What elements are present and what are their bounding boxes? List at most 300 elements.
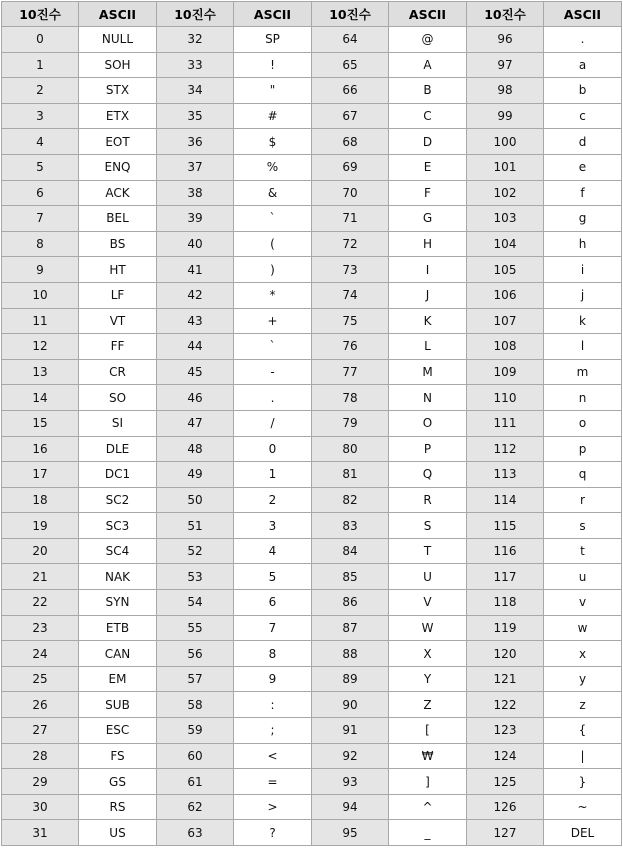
table-row bbox=[2, 180, 622, 206]
header-ascii-3: ASCII bbox=[389, 2, 467, 27]
decimal-cell: 110 bbox=[467, 385, 544, 411]
ascii-cell: I bbox=[389, 257, 467, 283]
table-row bbox=[2, 27, 622, 53]
decimal-cell: 76 bbox=[312, 334, 389, 360]
ascii-cell: E bbox=[389, 154, 467, 180]
decimal-cell: 66 bbox=[312, 78, 389, 104]
decimal-cell: 70 bbox=[312, 180, 389, 206]
ascii-cell: SC4 bbox=[79, 538, 157, 564]
decimal-cell: 85 bbox=[312, 564, 389, 590]
ascii-cell: = bbox=[234, 769, 312, 795]
decimal-cell: 53 bbox=[157, 564, 234, 590]
ascii-cell: SUB bbox=[79, 692, 157, 718]
table-row bbox=[2, 282, 622, 308]
header-ascii-4: ASCII bbox=[544, 2, 622, 27]
decimal-cell: 86 bbox=[312, 590, 389, 616]
ascii-cell: DEL bbox=[544, 820, 622, 846]
ascii-cell: Q bbox=[389, 462, 467, 488]
ascii-cell: ( bbox=[234, 231, 312, 257]
table-row bbox=[2, 692, 622, 718]
decimal-cell: 12 bbox=[2, 334, 79, 360]
ascii-cell: STX bbox=[79, 78, 157, 104]
table-row bbox=[2, 794, 622, 820]
decimal-cell: 39 bbox=[157, 206, 234, 232]
decimal-cell: 103 bbox=[467, 206, 544, 232]
ascii-cell: d bbox=[544, 129, 622, 155]
ascii-cell: s bbox=[544, 513, 622, 539]
table-row bbox=[2, 334, 622, 360]
decimal-cell: 83 bbox=[312, 513, 389, 539]
decimal-cell: 95 bbox=[312, 820, 389, 846]
ascii-table bbox=[1, 1, 622, 846]
decimal-cell: 26 bbox=[2, 692, 79, 718]
ascii-cell: SOH bbox=[79, 52, 157, 78]
decimal-cell: 47 bbox=[157, 410, 234, 436]
table-row bbox=[2, 231, 622, 257]
ascii-cell: ACK bbox=[79, 180, 157, 206]
decimal-cell: 74 bbox=[312, 282, 389, 308]
decimal-cell: 8 bbox=[2, 231, 79, 257]
ascii-cell: " bbox=[234, 78, 312, 104]
header-decimal-3: 10진수 bbox=[312, 2, 389, 27]
table-row bbox=[2, 769, 622, 795]
decimal-cell: 78 bbox=[312, 385, 389, 411]
ascii-cell: O bbox=[389, 410, 467, 436]
ascii-cell: [ bbox=[389, 718, 467, 744]
table-row bbox=[2, 359, 622, 385]
ascii-cell: Z bbox=[389, 692, 467, 718]
ascii-cell: B bbox=[389, 78, 467, 104]
ascii-cell: l bbox=[544, 334, 622, 360]
decimal-cell: 6 bbox=[2, 180, 79, 206]
ascii-cell: y bbox=[544, 666, 622, 692]
ascii-cell: C bbox=[389, 103, 467, 129]
decimal-cell: 3 bbox=[2, 103, 79, 129]
decimal-cell: 40 bbox=[157, 231, 234, 257]
ascii-cell: & bbox=[234, 180, 312, 206]
ascii-cell: L bbox=[389, 334, 467, 360]
decimal-cell: 82 bbox=[312, 487, 389, 513]
ascii-cell: ` bbox=[234, 334, 312, 360]
decimal-cell: 96 bbox=[467, 27, 544, 53]
decimal-cell: 35 bbox=[157, 103, 234, 129]
table-row bbox=[2, 103, 622, 129]
ascii-cell: b bbox=[544, 78, 622, 104]
header-row bbox=[2, 2, 622, 27]
ascii-cell: @ bbox=[389, 27, 467, 53]
ascii-cell: * bbox=[234, 282, 312, 308]
ascii-cell: NULL bbox=[79, 27, 157, 53]
ascii-cell: ESC bbox=[79, 718, 157, 744]
decimal-cell: 15 bbox=[2, 410, 79, 436]
decimal-cell: 88 bbox=[312, 641, 389, 667]
ascii-cell: ₩ bbox=[389, 743, 467, 769]
decimal-cell: 60 bbox=[157, 743, 234, 769]
decimal-cell: 62 bbox=[157, 794, 234, 820]
decimal-cell: 75 bbox=[312, 308, 389, 334]
ascii-cell: . bbox=[234, 385, 312, 411]
decimal-cell: 32 bbox=[157, 27, 234, 53]
ascii-cell: GS bbox=[79, 769, 157, 795]
decimal-cell: 80 bbox=[312, 436, 389, 462]
ascii-cell: FF bbox=[79, 334, 157, 360]
decimal-cell: 91 bbox=[312, 718, 389, 744]
ascii-cell: ETB bbox=[79, 615, 157, 641]
decimal-cell: 112 bbox=[467, 436, 544, 462]
decimal-cell: 71 bbox=[312, 206, 389, 232]
decimal-cell: 97 bbox=[467, 52, 544, 78]
ascii-cell: < bbox=[234, 743, 312, 769]
ascii-cell: : bbox=[234, 692, 312, 718]
decimal-cell: 94 bbox=[312, 794, 389, 820]
decimal-cell: 108 bbox=[467, 334, 544, 360]
decimal-cell: 56 bbox=[157, 641, 234, 667]
ascii-cell: + bbox=[234, 308, 312, 334]
decimal-cell: 90 bbox=[312, 692, 389, 718]
decimal-cell: 65 bbox=[312, 52, 389, 78]
ascii-cell: FS bbox=[79, 743, 157, 769]
ascii-cell: k bbox=[544, 308, 622, 334]
ascii-cell: HT bbox=[79, 257, 157, 283]
ascii-cell: V bbox=[389, 590, 467, 616]
decimal-cell: 50 bbox=[157, 487, 234, 513]
ascii-cell: 0 bbox=[234, 436, 312, 462]
table-row bbox=[2, 718, 622, 744]
decimal-cell: 81 bbox=[312, 462, 389, 488]
table-row bbox=[2, 538, 622, 564]
table-row bbox=[2, 154, 622, 180]
decimal-cell: 122 bbox=[467, 692, 544, 718]
decimal-cell: 63 bbox=[157, 820, 234, 846]
decimal-cell: 10 bbox=[2, 282, 79, 308]
decimal-cell: 67 bbox=[312, 103, 389, 129]
decimal-cell: 2 bbox=[2, 78, 79, 104]
ascii-cell: > bbox=[234, 794, 312, 820]
decimal-cell: 59 bbox=[157, 718, 234, 744]
decimal-cell: 20 bbox=[2, 538, 79, 564]
decimal-cell: 107 bbox=[467, 308, 544, 334]
decimal-cell: 48 bbox=[157, 436, 234, 462]
ascii-cell: 3 bbox=[234, 513, 312, 539]
decimal-cell: 119 bbox=[467, 615, 544, 641]
decimal-cell: 24 bbox=[2, 641, 79, 667]
decimal-cell: 57 bbox=[157, 666, 234, 692]
decimal-cell: 58 bbox=[157, 692, 234, 718]
decimal-cell: 106 bbox=[467, 282, 544, 308]
ascii-cell: ` bbox=[234, 206, 312, 232]
decimal-cell: 49 bbox=[157, 462, 234, 488]
decimal-cell: 16 bbox=[2, 436, 79, 462]
ascii-cell: ] bbox=[389, 769, 467, 795]
decimal-cell: 121 bbox=[467, 666, 544, 692]
ascii-cell: M bbox=[389, 359, 467, 385]
ascii-cell: NAK bbox=[79, 564, 157, 590]
decimal-cell: 109 bbox=[467, 359, 544, 385]
ascii-cell: r bbox=[544, 487, 622, 513]
decimal-cell: 123 bbox=[467, 718, 544, 744]
decimal-cell: 93 bbox=[312, 769, 389, 795]
table-row bbox=[2, 462, 622, 488]
ascii-cell: W bbox=[389, 615, 467, 641]
decimal-cell: 55 bbox=[157, 615, 234, 641]
table-row bbox=[2, 666, 622, 692]
ascii-cell: BS bbox=[79, 231, 157, 257]
decimal-cell: 77 bbox=[312, 359, 389, 385]
decimal-cell: 99 bbox=[467, 103, 544, 129]
ascii-cell: 8 bbox=[234, 641, 312, 667]
ascii-cell: D bbox=[389, 129, 467, 155]
table-row bbox=[2, 410, 622, 436]
ascii-cell: a bbox=[544, 52, 622, 78]
decimal-cell: 25 bbox=[2, 666, 79, 692]
ascii-cell: } bbox=[544, 769, 622, 795]
ascii-cell: K bbox=[389, 308, 467, 334]
decimal-cell: 68 bbox=[312, 129, 389, 155]
ascii-cell: ; bbox=[234, 718, 312, 744]
decimal-cell: 87 bbox=[312, 615, 389, 641]
decimal-cell: 79 bbox=[312, 410, 389, 436]
ascii-cell: . bbox=[544, 27, 622, 53]
ascii-cell: - bbox=[234, 359, 312, 385]
ascii-cell: F bbox=[389, 180, 467, 206]
ascii-cell: SP bbox=[234, 27, 312, 53]
decimal-cell: 125 bbox=[467, 769, 544, 795]
decimal-cell: 30 bbox=[2, 794, 79, 820]
ascii-cell: t bbox=[544, 538, 622, 564]
table-row bbox=[2, 129, 622, 155]
decimal-cell: 104 bbox=[467, 231, 544, 257]
ascii-cell: | bbox=[544, 743, 622, 769]
ascii-cell: # bbox=[234, 103, 312, 129]
decimal-cell: 19 bbox=[2, 513, 79, 539]
ascii-cell: SC3 bbox=[79, 513, 157, 539]
decimal-cell: 23 bbox=[2, 615, 79, 641]
ascii-cell: RS bbox=[79, 794, 157, 820]
decimal-cell: 105 bbox=[467, 257, 544, 283]
decimal-cell: 114 bbox=[467, 487, 544, 513]
header-decimal-4: 10진수 bbox=[467, 2, 544, 27]
ascii-cell: SYN bbox=[79, 590, 157, 616]
decimal-cell: 27 bbox=[2, 718, 79, 744]
table-row bbox=[2, 820, 622, 846]
ascii-cell: ~ bbox=[544, 794, 622, 820]
ascii-cell: 7 bbox=[234, 615, 312, 641]
decimal-cell: 43 bbox=[157, 308, 234, 334]
ascii-cell: % bbox=[234, 154, 312, 180]
ascii-cell: ETX bbox=[79, 103, 157, 129]
ascii-cell: 4 bbox=[234, 538, 312, 564]
ascii-cell: u bbox=[544, 564, 622, 590]
ascii-cell: R bbox=[389, 487, 467, 513]
ascii-cell: J bbox=[389, 282, 467, 308]
table-row bbox=[2, 52, 622, 78]
decimal-cell: 117 bbox=[467, 564, 544, 590]
decimal-cell: 102 bbox=[467, 180, 544, 206]
ascii-cell: p bbox=[544, 436, 622, 462]
ascii-cell: U bbox=[389, 564, 467, 590]
decimal-cell: 4 bbox=[2, 129, 79, 155]
decimal-cell: 46 bbox=[157, 385, 234, 411]
ascii-cell: US bbox=[79, 820, 157, 846]
decimal-cell: 9 bbox=[2, 257, 79, 283]
ascii-cell: q bbox=[544, 462, 622, 488]
decimal-cell: 21 bbox=[2, 564, 79, 590]
table-row bbox=[2, 385, 622, 411]
ascii-cell: 2 bbox=[234, 487, 312, 513]
table-row bbox=[2, 641, 622, 667]
header-ascii-1: ASCII bbox=[79, 2, 157, 27]
ascii-cell: ! bbox=[234, 52, 312, 78]
decimal-cell: 11 bbox=[2, 308, 79, 334]
header-ascii-2: ASCII bbox=[234, 2, 312, 27]
decimal-cell: 115 bbox=[467, 513, 544, 539]
ascii-cell: T bbox=[389, 538, 467, 564]
ascii-cell: LF bbox=[79, 282, 157, 308]
decimal-cell: 7 bbox=[2, 206, 79, 232]
decimal-cell: 1 bbox=[2, 52, 79, 78]
decimal-cell: 44 bbox=[157, 334, 234, 360]
decimal-cell: 72 bbox=[312, 231, 389, 257]
table-row bbox=[2, 206, 622, 232]
ascii-cell: / bbox=[234, 410, 312, 436]
ascii-cell: SI bbox=[79, 410, 157, 436]
ascii-cell: g bbox=[544, 206, 622, 232]
decimal-cell: 34 bbox=[157, 78, 234, 104]
decimal-cell: 42 bbox=[157, 282, 234, 308]
decimal-cell: 14 bbox=[2, 385, 79, 411]
table-row bbox=[2, 308, 622, 334]
ascii-cell: VT bbox=[79, 308, 157, 334]
ascii-cell: DLE bbox=[79, 436, 157, 462]
table-row bbox=[2, 257, 622, 283]
decimal-cell: 5 bbox=[2, 154, 79, 180]
ascii-cell: h bbox=[544, 231, 622, 257]
decimal-cell: 51 bbox=[157, 513, 234, 539]
decimal-cell: 41 bbox=[157, 257, 234, 283]
decimal-cell: 98 bbox=[467, 78, 544, 104]
ascii-cell: i bbox=[544, 257, 622, 283]
table-row bbox=[2, 590, 622, 616]
ascii-cell: N bbox=[389, 385, 467, 411]
ascii-cell: H bbox=[389, 231, 467, 257]
decimal-cell: 18 bbox=[2, 487, 79, 513]
decimal-cell: 124 bbox=[467, 743, 544, 769]
ascii-cell: 9 bbox=[234, 666, 312, 692]
decimal-cell: 64 bbox=[312, 27, 389, 53]
ascii-cell: S bbox=[389, 513, 467, 539]
ascii-cell: CAN bbox=[79, 641, 157, 667]
ascii-cell: 1 bbox=[234, 462, 312, 488]
decimal-cell: 116 bbox=[467, 538, 544, 564]
ascii-cell: EOT bbox=[79, 129, 157, 155]
ascii-cell: P bbox=[389, 436, 467, 462]
ascii-cell: 6 bbox=[234, 590, 312, 616]
table-header bbox=[2, 2, 622, 27]
table-body bbox=[2, 27, 622, 846]
decimal-cell: 84 bbox=[312, 538, 389, 564]
table-row bbox=[2, 564, 622, 590]
decimal-cell: 52 bbox=[157, 538, 234, 564]
decimal-cell: 92 bbox=[312, 743, 389, 769]
table-row bbox=[2, 78, 622, 104]
ascii-cell: n bbox=[544, 385, 622, 411]
decimal-cell: 54 bbox=[157, 590, 234, 616]
decimal-cell: 120 bbox=[467, 641, 544, 667]
ascii-cell: Y bbox=[389, 666, 467, 692]
header-decimal-1: 10진수 bbox=[2, 2, 79, 27]
ascii-cell: j bbox=[544, 282, 622, 308]
ascii-cell: 5 bbox=[234, 564, 312, 590]
ascii-cell: X bbox=[389, 641, 467, 667]
ascii-cell: CR bbox=[79, 359, 157, 385]
table-row bbox=[2, 436, 622, 462]
ascii-cell: G bbox=[389, 206, 467, 232]
decimal-cell: 61 bbox=[157, 769, 234, 795]
decimal-cell: 73 bbox=[312, 257, 389, 283]
ascii-cell: _ bbox=[389, 820, 467, 846]
decimal-cell: 127 bbox=[467, 820, 544, 846]
decimal-cell: 38 bbox=[157, 180, 234, 206]
ascii-cell: $ bbox=[234, 129, 312, 155]
ascii-cell: { bbox=[544, 718, 622, 744]
decimal-cell: 33 bbox=[157, 52, 234, 78]
header-decimal-2: 10진수 bbox=[157, 2, 234, 27]
table-row bbox=[2, 615, 622, 641]
ascii-cell: c bbox=[544, 103, 622, 129]
decimal-cell: 13 bbox=[2, 359, 79, 385]
table-row bbox=[2, 487, 622, 513]
decimal-cell: 126 bbox=[467, 794, 544, 820]
ascii-cell: w bbox=[544, 615, 622, 641]
ascii-cell: DC1 bbox=[79, 462, 157, 488]
decimal-cell: 28 bbox=[2, 743, 79, 769]
ascii-cell: e bbox=[544, 154, 622, 180]
ascii-cell: o bbox=[544, 410, 622, 436]
decimal-cell: 31 bbox=[2, 820, 79, 846]
table-row bbox=[2, 743, 622, 769]
ascii-cell: z bbox=[544, 692, 622, 718]
ascii-cell: x bbox=[544, 641, 622, 667]
ascii-cell: SO bbox=[79, 385, 157, 411]
ascii-cell: ENQ bbox=[79, 154, 157, 180]
ascii-cell: A bbox=[389, 52, 467, 78]
ascii-cell: BEL bbox=[79, 206, 157, 232]
table-row bbox=[2, 513, 622, 539]
decimal-cell: 29 bbox=[2, 769, 79, 795]
ascii-cell: f bbox=[544, 180, 622, 206]
ascii-cell: ^ bbox=[389, 794, 467, 820]
decimal-cell: 17 bbox=[2, 462, 79, 488]
decimal-cell: 45 bbox=[157, 359, 234, 385]
decimal-cell: 69 bbox=[312, 154, 389, 180]
decimal-cell: 0 bbox=[2, 27, 79, 53]
decimal-cell: 89 bbox=[312, 666, 389, 692]
ascii-cell: ) bbox=[234, 257, 312, 283]
ascii-cell: ? bbox=[234, 820, 312, 846]
decimal-cell: 100 bbox=[467, 129, 544, 155]
decimal-cell: 101 bbox=[467, 154, 544, 180]
ascii-cell: EM bbox=[79, 666, 157, 692]
decimal-cell: 22 bbox=[2, 590, 79, 616]
decimal-cell: 113 bbox=[467, 462, 544, 488]
decimal-cell: 118 bbox=[467, 590, 544, 616]
decimal-cell: 37 bbox=[157, 154, 234, 180]
decimal-cell: 111 bbox=[467, 410, 544, 436]
decimal-cell: 36 bbox=[157, 129, 234, 155]
ascii-cell: m bbox=[544, 359, 622, 385]
ascii-cell: v bbox=[544, 590, 622, 616]
ascii-cell: SC2 bbox=[79, 487, 157, 513]
